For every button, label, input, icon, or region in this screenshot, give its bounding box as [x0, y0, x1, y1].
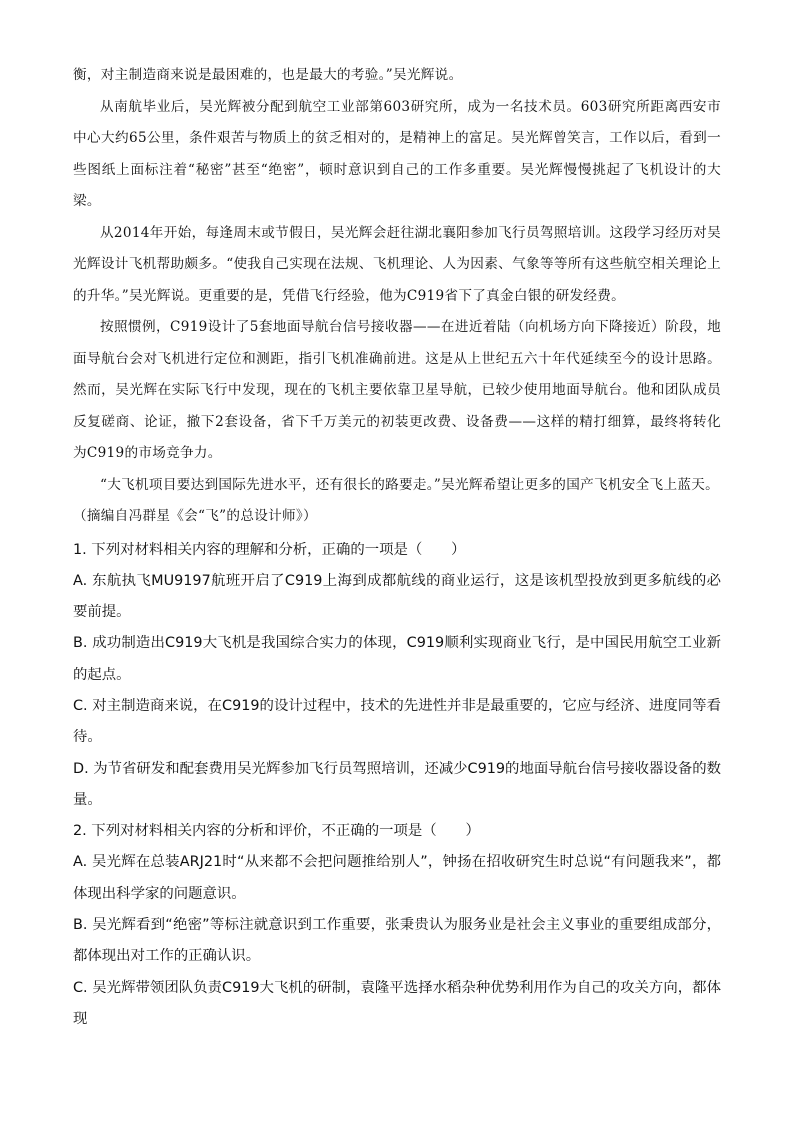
- question-1-option-a: A. 东航执飞MU9197航班开启了C919上海到成都航线的商业运行，这是该机型投放到更多航线的必要前提。: [73, 572, 721, 621]
- question-1-option-d: D. 为节省研发和配套费用吴光辉参加飞行员驾照培训，还减少C919的地面导航台信号接收器设备的数量。: [73, 760, 721, 808]
- question-2-option-c: C. 吴光辉带领团队负责C919大飞机的研制，袁隆平选择水稻杂种优势利用作为自己的攻关方向，都体现: [73, 979, 721, 1027]
- question-1-option-b: B. 成功制造出C919大飞机是我国综合实力的体现，C919顺利实现商业飞行，是中国民用航空工业新的起点。: [73, 635, 721, 683]
- passage-paragraph: 从2014年开始，每逢周末或节假日，吴光辉会赶往湖北襄阳参加飞行员驾照培训。这段学习经历对吴光辉设计飞机帮助颇多。“使我自己实现在法规、飞机理论、人为因素、气象等等所有这些航空相关理论上的升华。”吴光辉说。更重要的是，凭借飞行经验，他为C919省下了真金白银的研发经费。: [73, 224, 721, 304]
- question-2-option-a: A. 吴光辉在总装ARJ21时“从来都不会把问题推给别人”，钟扬在招收研究生时总说“有问题我来”，都体现出科学家的问题意识。: [73, 854, 721, 902]
- question-stem-2: 2. 下列对材料相关内容的分析和评价，不正确的一项是（ ）: [73, 823, 480, 840]
- passage-paragraph: 按照惯例，C919设计了5套地面导航台信号接收器——在进近着陆（向机场方向下降接近）阶段，地面导航台会对飞机进行定位和测距，指引飞机准确前进。这是从上世纪五六十年代延续至今的设计思路。然而，吴光辉在实际飞行中发现，现在的飞机主要依靠卫星导航，已较少使用地面导航台。他和团队成员反复磋商、论证，撤下2套设备，省下千万美元的初装更改费、设备费——这样的精打细算，最终将转化为C919的市场竞争力。: [73, 319, 721, 461]
- question-2-option-b: B. 吴光辉看到“绝密”等标注就意识到工作重要，张秉贵认为服务业是社会主义事业的重要组成部分，都体现出对工作的正确认识。: [73, 917, 721, 965]
- question-list: [73, 535, 721, 1036]
- question-stem-1: 1. 下列对材料相关内容的理解和分析，正确的一项是（ ）: [73, 541, 466, 558]
- passage-source: （摘编自冯群星《会“飞”的总设计师》）: [73, 508, 317, 524]
- passage-paragraph: 衡，对主制造商来说是最困难的，也是最大的考验。”吴光辉说。: [73, 67, 463, 83]
- passage-paragraph: 从南航毕业后，吴光辉被分配到航空工业部第603研究所，成为一名技术员。603研究所距离西安市中心大约65公里，条件艰苦与物质上的贫乏相对的，是精神上的富足。吴光辉曾笑言，工作以后，看到一些图纸上面标注着“秘密”甚至“绝密”，顿时意识到自己的工作多重要。吴光辉慢慢挑起了飞机设计的大梁。: [73, 98, 721, 209]
- reading-passage: [73, 60, 721, 533]
- passage-paragraph: “大飞机项目要达到国际先进水平，还有很长的路要走。”吴光辉希望让更多的国产飞机安全飞上蓝天。: [100, 476, 720, 493]
- question-1-option-c: C. 对主制造商来说，在C919的设计过程中，技术的先进性并非是最重要的，它应与经济、进度同等看待。: [73, 697, 721, 746]
